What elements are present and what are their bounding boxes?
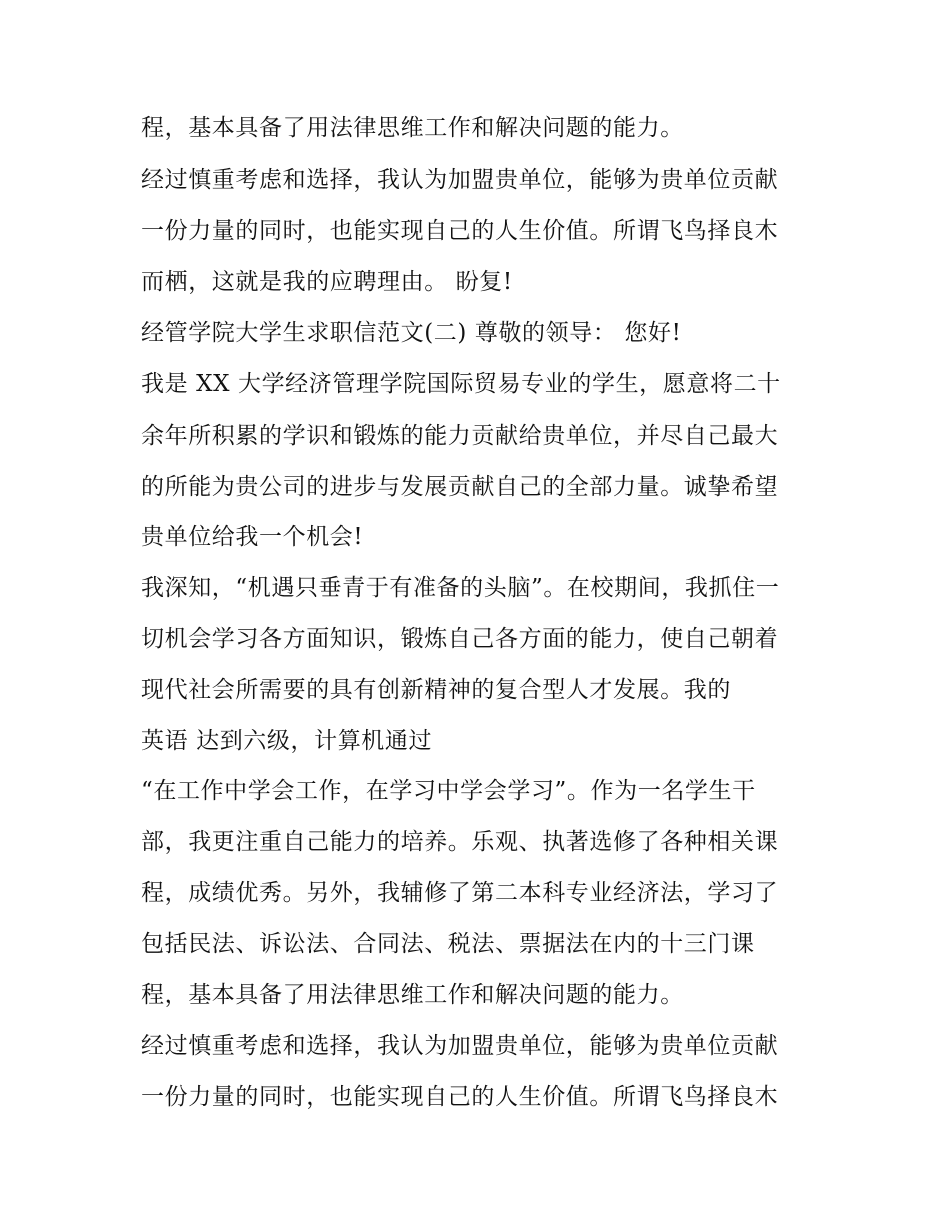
text-line: 程，基本具备了用法律思维工作和解决问题的能力。 — [141, 115, 684, 141]
text-line: 英语 达到六级，计算机通过 — [141, 728, 433, 754]
text-line: 经过慎重考虑和选择，我认为加盟贵单位，能够为贵单位贡献 — [141, 167, 779, 193]
text-line: 一份力量的同时，也能实现自己的人生价值。所谓飞鸟择良木 — [141, 1084, 779, 1110]
text-line: 经过慎重考虑和选择，我认为加盟贵单位，能够为贵单位贡献 — [141, 1033, 779, 1059]
text-line: 程，基本具备了用法律思维工作和解决问题的能力。 — [141, 982, 684, 1008]
text-line: 包括民法、诉讼法、合同法、税法、票据法在内的十三门课 — [141, 931, 755, 957]
text-line: 的所能为贵公司的进步与发展贡献自己的全部力量。诚挚希望 — [141, 474, 779, 500]
text-line: 程，成绩优秀。另外，我辅修了第二本科专业经济法，学习了 — [141, 880, 779, 906]
text-line: 切机会学习各方面知识，锻炼自己各方面的能力，使自己朝着 — [141, 626, 779, 652]
text-line: 而栖，这就是我的应聘理由。 盼复! — [141, 269, 513, 295]
text-line: 现代社会所需要的具有创新精神的复合型人才发展。我的 — [141, 677, 731, 703]
text-line: 我是 XX 大学经济管理学院国际贸易专业的学生，愿意将二十 — [141, 371, 781, 397]
text-line: 我深知，“机遇只垂青于有准备的头脑”。在校期间，我抓住一 — [141, 575, 780, 601]
text-line: 贵单位给我一个机会! — [141, 524, 364, 550]
text-line: 经管学院大学生求职信范文(二) 尊敬的领导： 您好! — [141, 320, 682, 346]
text-line: 余年所积累的学识和锻炼的能力贡献给贵单位，并尽自己最大 — [141, 423, 779, 449]
text-line: “在工作中学会工作，在学习中学会学习”。作为一名学生干 — [141, 778, 756, 804]
text-line: 部，我更注重自己能力的培养。乐观、执著选修了各种相关课 — [141, 829, 779, 855]
text-line: 一份力量的同时，也能实现自己的人生价值。所谓飞鸟择良木 — [141, 218, 779, 244]
